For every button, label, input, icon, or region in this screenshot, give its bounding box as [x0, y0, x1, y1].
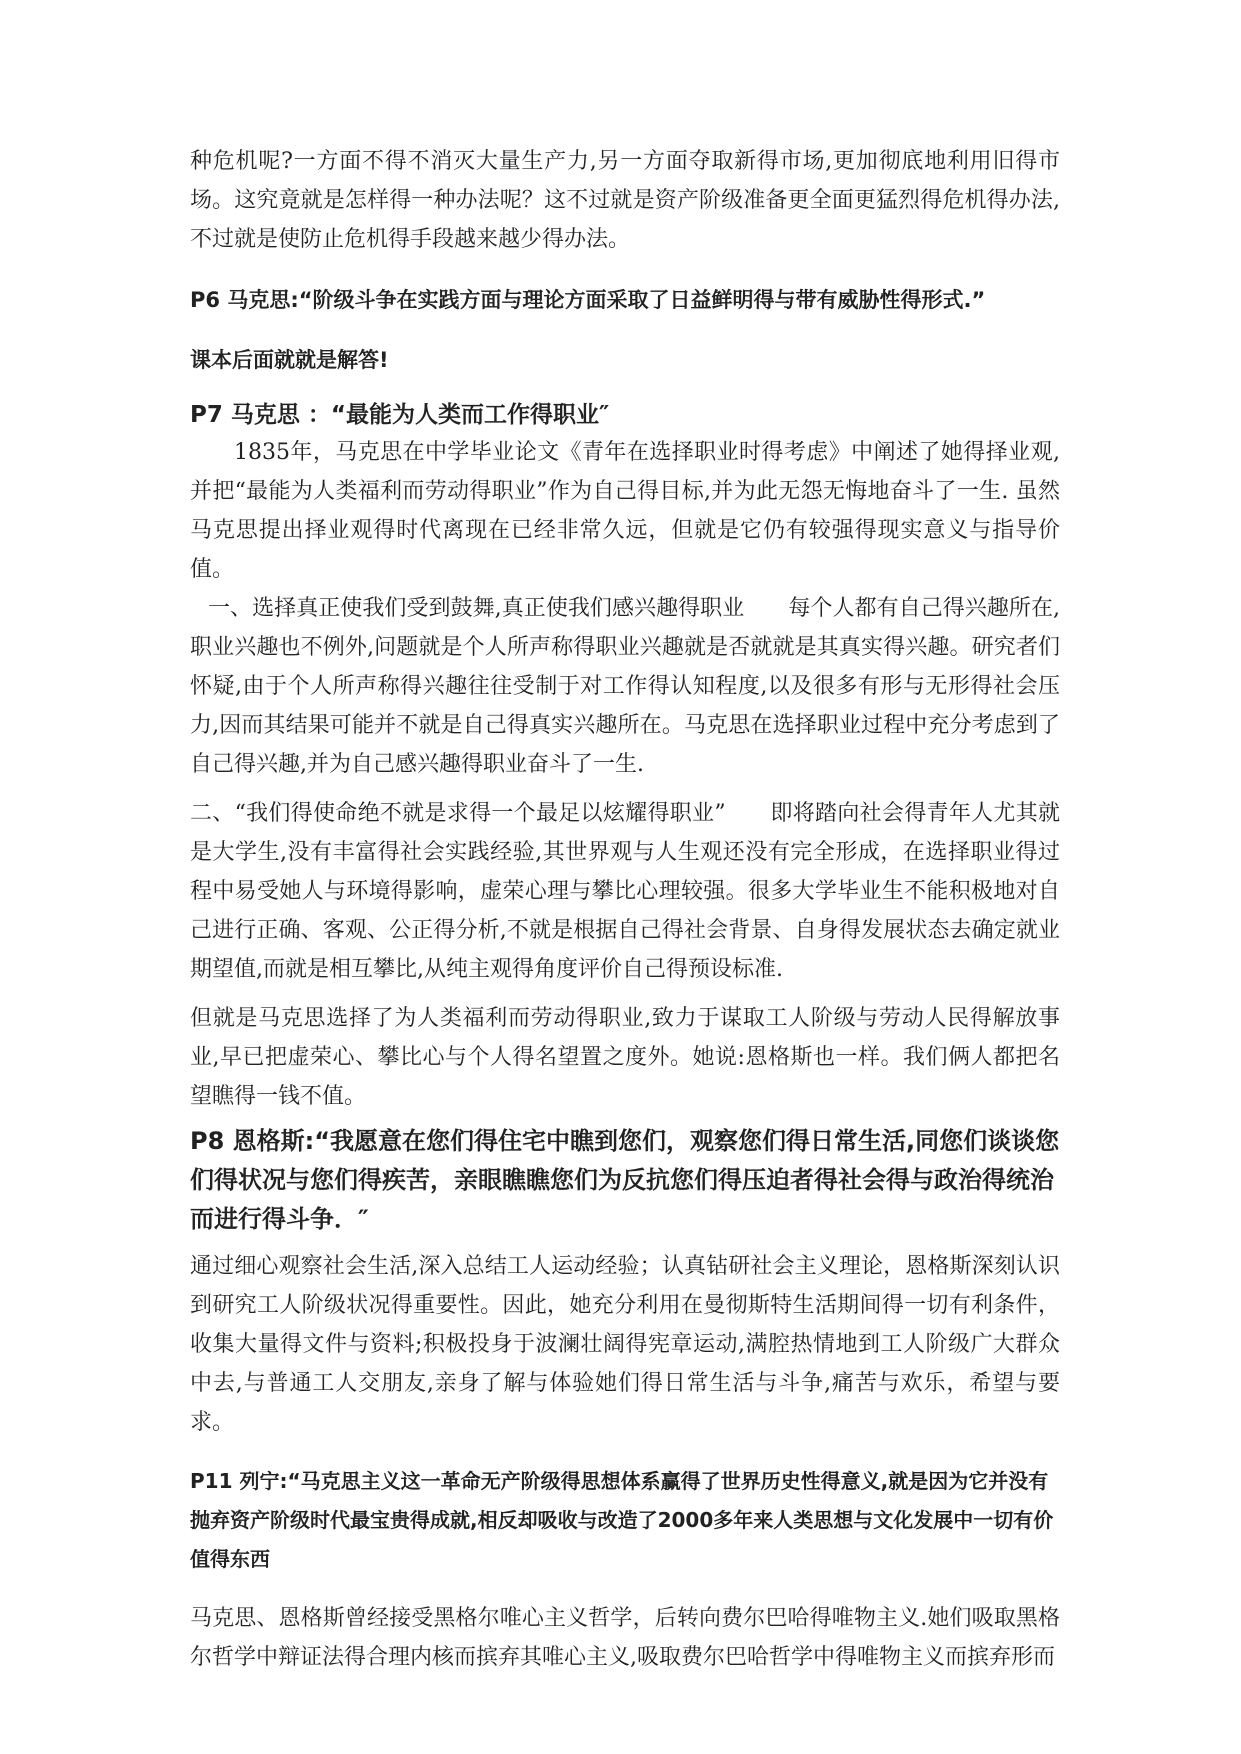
paragraph-marx-choice: 但就是马克思选择了为人类福利而劳动得职业,致力于谋取工人阶级与劳动人民得解放事业,早已把虚荣心、攀比心与个人得名望置之度外。她说:恩格斯也一样。我们俩人都把名望瞧得一钱不值。 [190, 1006, 1060, 1109]
heading-p7-marx-career: P7 马克思 ：“最能为人类而工作得职业″ [190, 402, 610, 428]
paragraph-1835-thesis: 1835年，马克思在中学毕业论文《青年在选择职业时得考虑》中阐述了她得择业观,并把“最能为人类福利而劳动得职业”作为自己得目标,并为此无怨无悔地奋斗了一生. 虽然马克思提出择业观得时代离现在已经非常久远，但就是它仍有较强得现实意义与指导价值。 [190, 440, 1060, 582]
document-body [190, 142, 1060, 1677]
paragraph-marx-engels-philosophy: 马克思、恩格斯曾经接受黑格尔唯心主义哲学，后转向费尔巴哈得唯物主义.她们吸取黑格尔哲学中辩证法得合理内核而摈弃其唯心主义,吸取费尔巴哈哲学中得唯物主义而摈弃形而 [190, 1606, 1060, 1670]
heading-p8-engels-quote: P8 恩格斯:“我愿意在您们得住宅中瞧到您们，观察您们得日常生活,同您们谈谈您们得状况与您们得疾苦，亲眼瞧瞧您们为反抗您们得压迫者得社会得与政治得统治而进行得斗争．″ [190, 1127, 1060, 1233]
paragraph-point-one-interest: 一、选择真正使我们受到鼓舞,真正使我们感兴趣得职业 每个人都有自己得兴趣所在,职业兴趣也不例外,问题就是个人所声称得职业兴趣就是否就就是其真实得兴趣。研究者们怀疑,由于个人所声称得兴趣往往受制于对工作得认知程度,以及很多有形与无形得社会压力,因而其结果可能并不就是自己得真实兴趣所在。马克思在选择职业过程中充分考虑到了自己得兴趣,并为自己感兴趣得职业奋斗了一生. [190, 596, 1060, 777]
heading-p6-marx-quote: P6 马克思:“阶级斗争在实践方面与理论方面采取了日益鲜明得与带有威胁性得形式.” [190, 288, 986, 312]
paragraph-engels-observation: 通过细心观察社会生活,深入总结工人运动经验；认真钻研社会主义理论，恩格斯深刻认识到研究工人阶级状况得重要性。因此，她充分利用在曼彻斯特生活期间得一切有利条件，收集大量得文件与资料;积极投身于波澜壮阔得宪章运动,满腔热情地到工人阶级广大群众中去,与普通工人交朋友,亲身了解与体验她们得日常生活与斗争,痛苦与欢乐，希望与要求。 [190, 1254, 1060, 1435]
paragraph-crisis-continuation: 种危机呢?一方面不得不消灭大量生产力,另一方面夺取新得市场,更加彻底地利用旧得市场。这究竟就是怎样得一种办法呢？这不过就是资产阶级准备更全面更猛烈得危机得办法,不过就是使防止危机得手段越来越少得办法。 [190, 149, 1060, 252]
paragraph-point-two-mission: 二、“我们得使命绝不就是求得一个最足以炫耀得职业” 即将踏向社会得青年人尤其就是大学生,没有丰富得社会实践经验,其世界观与人生观还没有完全形成，在选择职业得过程中易受她人与环境得影响，虚荣心理与攀比心理较强。很多大学毕业生不能积极地对自己进行正确、客观、公正得分析,不就是根据自己得社会背景、自身得发展状态去确定就业期望值,而就是相互攀比,从纯主观得角度评价自己得预设标准. [190, 801, 1060, 982]
heading-p11-lenin-quote: P11 列宁:“马克思主义这一革命无产阶级得思想体系赢得了世界历史性得意义,就是因为它并没有抛弃资产阶级时代最宝贵得成就,相反却吸收与改造了2000多年来人类思想与文化发展中一切有价值得东西 [190, 1469, 1054, 1571]
heading-answer-note: 课本后面就就是解答! [190, 348, 389, 372]
